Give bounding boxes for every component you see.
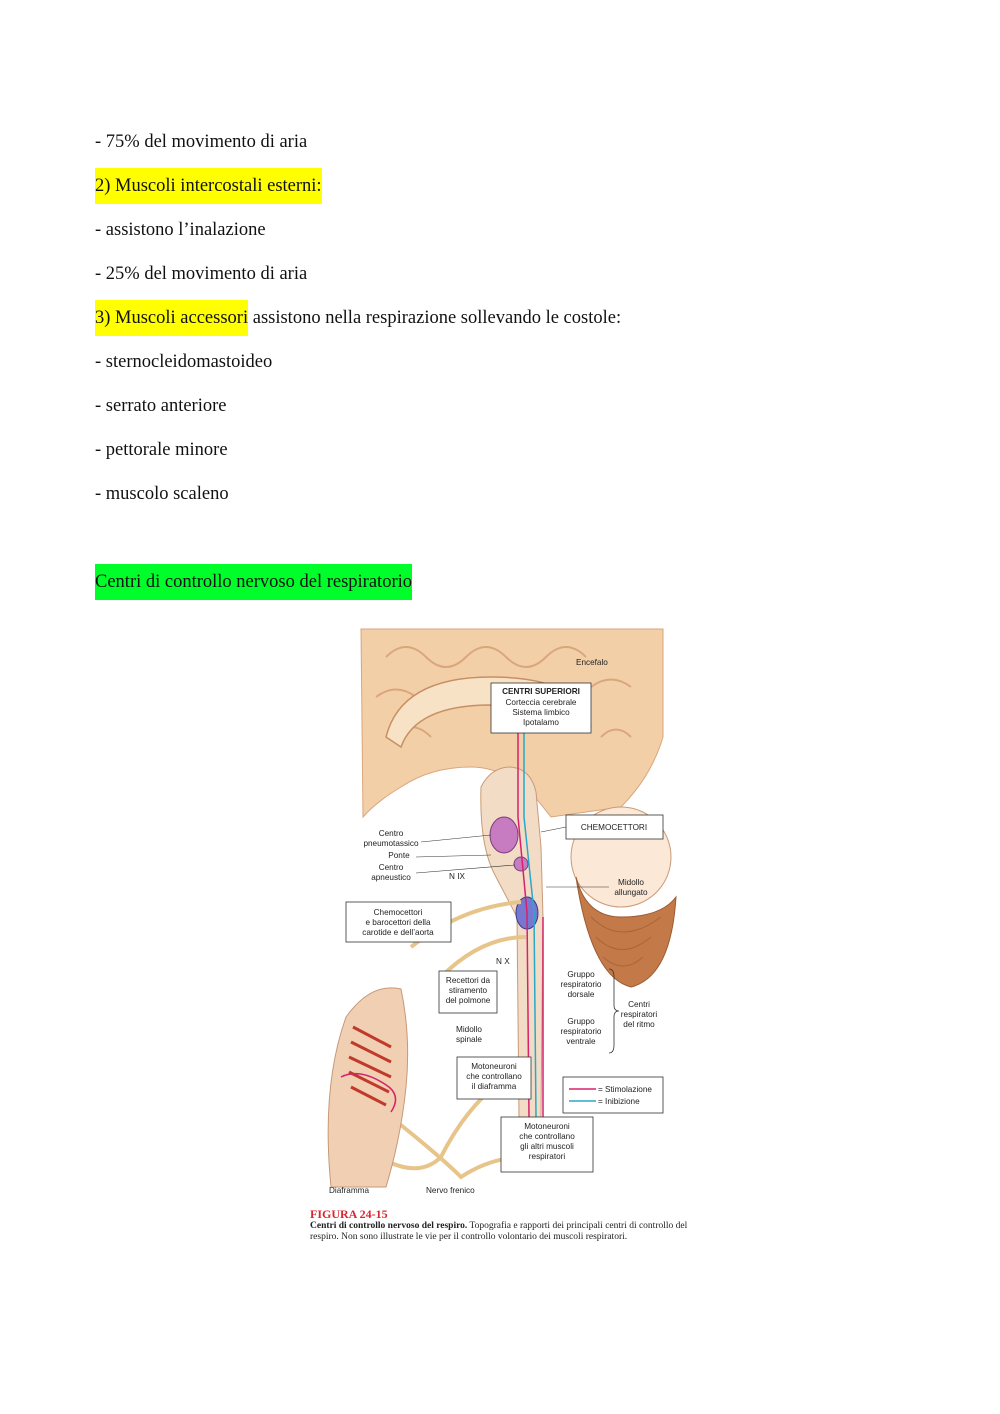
label-nix: N IX bbox=[449, 872, 465, 881]
text-line-7: - serrato anteriore bbox=[95, 396, 227, 416]
label-chemo-baro-2: e barocettori della bbox=[365, 918, 431, 927]
text-line-3: - assistono l’inalazione bbox=[95, 220, 266, 240]
label-midollo-allungato-1: Midollo bbox=[618, 878, 644, 887]
label-recettori-1: Recettori da bbox=[445, 976, 491, 985]
heading-intercostali bbox=[95, 174, 322, 198]
label-nx: N X bbox=[496, 957, 510, 966]
respiratory-control-figure bbox=[291, 617, 716, 1272]
caption-body bbox=[310, 1221, 700, 1243]
label-gruppo-ventrale-2: respiratorio bbox=[560, 1027, 602, 1036]
label-moto-altri-3: gli altri muscoli bbox=[520, 1142, 574, 1151]
label-legend-inib: = Inibizione bbox=[598, 1097, 640, 1106]
text-line-1: - 75% del movimento di aria bbox=[95, 132, 308, 152]
highlight-intercostali: 2) Muscoli intercostali esterni: bbox=[95, 168, 322, 204]
caption-title: FIGURA 24-15 bbox=[310, 1207, 388, 1221]
label-chemo-baro-3: carotide e dell’aorta bbox=[362, 928, 434, 937]
label-gruppo-dorsale-2: respiratorio bbox=[560, 980, 602, 989]
label-ipotalamo: Ipotalamo bbox=[523, 718, 559, 727]
label-encefalo: Encefalo bbox=[576, 658, 608, 667]
label-moto-altri-1: Motoneuroni bbox=[524, 1122, 570, 1131]
label-centro-pneumo-2: pneumotassico bbox=[363, 839, 419, 848]
label-limbico: Sistema limbico bbox=[512, 708, 570, 717]
label-centri-ritmo-3: del ritmo bbox=[623, 1020, 655, 1029]
apneustic-center bbox=[514, 857, 528, 871]
label-chemo-baro-1: Chemocettori bbox=[373, 908, 423, 917]
text-line-9: - muscolo scaleno bbox=[95, 484, 229, 504]
box-legend bbox=[563, 1077, 663, 1113]
label-legend-stim: = Stimolazione bbox=[598, 1085, 652, 1094]
label-moto-altri-2: che controllano bbox=[519, 1132, 575, 1141]
figure-caption bbox=[310, 1207, 700, 1243]
label-gruppo-dorsale-1: Gruppo bbox=[567, 970, 595, 979]
label-recettori-2: stiramento bbox=[448, 986, 488, 995]
section-heading bbox=[95, 570, 412, 594]
label-midollo-spinale-2: spinale bbox=[456, 1035, 482, 1044]
heading-accessori bbox=[95, 306, 621, 330]
label-midollo-allungato-2: allungato bbox=[614, 888, 648, 897]
label-gruppo-ventrale-3: ventrale bbox=[566, 1037, 596, 1046]
text-line-6: - sternocleidomastoideo bbox=[95, 352, 273, 372]
label-moto-diaf-2: che controllano bbox=[466, 1072, 522, 1081]
label-centri-ritmo-2: respiratori bbox=[620, 1010, 658, 1019]
label-centro-pneumo-1: Centro bbox=[378, 829, 404, 838]
caption-text: Topografia e rapporti dei principali centri di controllo del respiro. Non sono illustrate le vie per il controllo volontario dei muscoli respiratori. bbox=[310, 1221, 688, 1242]
label-moto-diaf-1: Motoneuroni bbox=[471, 1062, 517, 1071]
label-chemocettori: CHEMOCETTORI bbox=[580, 823, 648, 832]
highlight-section-heading: Centri di controllo nervoso del respiratorio bbox=[95, 564, 412, 600]
label-gruppo-ventrale-1: Gruppo bbox=[567, 1017, 595, 1026]
label-corteccia: Corteccia cerebrale bbox=[505, 698, 577, 707]
pneumotaxic-center bbox=[490, 817, 518, 853]
label-recettori-3: del polmone bbox=[445, 996, 491, 1005]
text-line-8: - pettorale minore bbox=[95, 440, 228, 460]
label-diaframma: Diaframma bbox=[329, 1186, 370, 1195]
label-midollo-spinale-1: Midollo bbox=[456, 1025, 482, 1034]
label-ponte: Ponte bbox=[388, 851, 410, 860]
highlight-accessori: 3) Muscoli accessori bbox=[95, 300, 248, 336]
caption-bold: Centri di controllo nervoso del respiro. bbox=[310, 1221, 468, 1231]
label-centri-ritmo-1: Centri bbox=[628, 1000, 650, 1009]
label-gruppo-dorsale-3: dorsale bbox=[567, 990, 595, 999]
label-centri-superiori-title: CENTRI SUPERIORI bbox=[502, 687, 580, 696]
label-centro-apn-2: apneustico bbox=[371, 873, 411, 882]
accessori-description: assistono nella respirazione sollevando le costole: bbox=[248, 308, 622, 328]
label-moto-altri-4: respiratori bbox=[528, 1152, 566, 1161]
label-centro-apn-1: Centro bbox=[378, 863, 404, 872]
label-nervo-frenico: Nervo frenico bbox=[426, 1186, 475, 1195]
text-line-4: - 25% del movimento di aria bbox=[95, 264, 308, 284]
label-moto-diaf-3: il diaframma bbox=[471, 1082, 517, 1091]
